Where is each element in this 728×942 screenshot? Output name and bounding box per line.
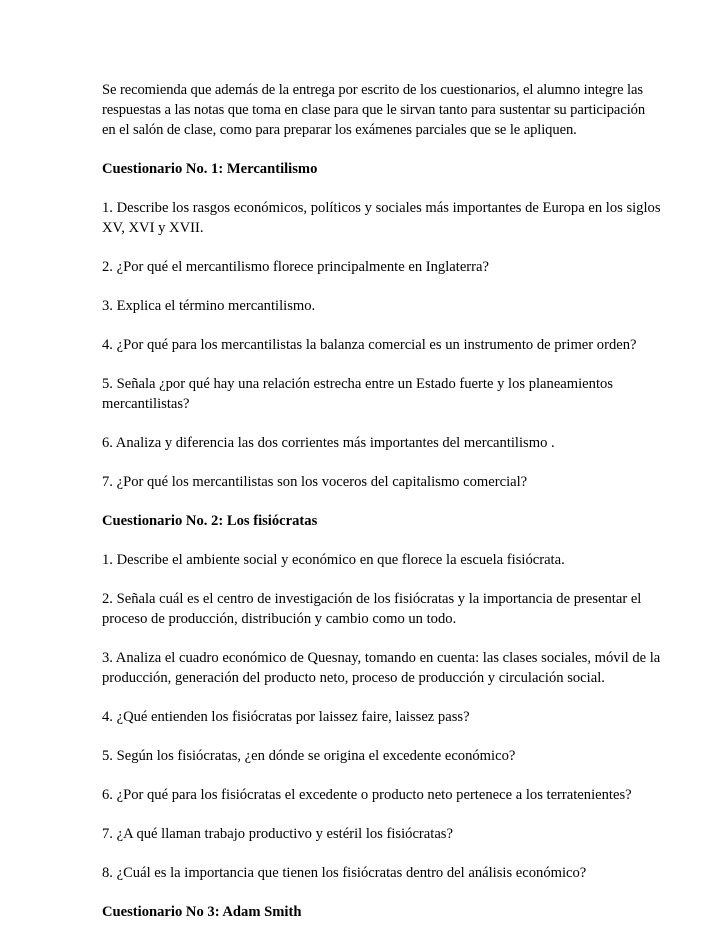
question-item: 7. ¿Por qué los mercantilistas son los voceros del capitalismo comercial? [102, 474, 528, 490]
section-heading-adam-smith: Cuestionario No 3: Adam Smith [102, 904, 302, 920]
question-item: 5. Señala ¿por qué hay una relación estrecha entre un Estado fuerte y los planeamientos mercantilistas? [102, 376, 613, 412]
question-item: 4. ¿Qué entienden los fisiócratas por laissez faire, laissez pass? [102, 709, 470, 725]
question-item: 1. Describe los rasgos económicos, políticos y sociales más importantes de Europa en los siglos XV, XVI y XVII. [102, 200, 661, 236]
question-item: 5. Según los fisiócratas, ¿en dónde se origina el excedente económico? [102, 748, 516, 764]
question-item: 1. Describe el ambiente social y económico en que florece la escuela fisiócrata. [102, 552, 565, 568]
question-item: 2. Señala cuál es el centro de investigación de los fisiócratas y la importancia de presentar el proceso de producción, distribución y cambio como un todo. [102, 591, 642, 627]
question-item: 4. ¿Por qué para los mercantilistas la balanza comercial es un instrumento de primer orden? [102, 337, 637, 353]
document-page [102, 80, 662, 941]
section-heading-mercantilismo: Cuestionario No. 1: Mercantilismo [102, 161, 318, 177]
question-item: 3. Analiza el cuadro económico de Quesnay, tomando en cuenta: las clases sociales, móvil de la producción, generación del producto neto, proceso de producción y circulación social. [102, 650, 661, 686]
section-heading-fisiocratas: Cuestionario No. 2: Los fisiócratas [102, 513, 318, 529]
question-item: 8. ¿Cuál es la importancia que tienen los fisiócratas dentro del análisis económico? [102, 865, 587, 881]
intro-paragraph: Se recomienda que además de la entrega por escrito de los cuestionarios, el alumno integre las respuestas a las notas que toma en clase para que le sirvan tanto para sustentar su participación en el salón de clase, como para preparar los exámenes parciales que se le apliquen. [102, 82, 646, 138]
question-item: 3. Explica el término mercantilismo. [102, 298, 316, 314]
question-item: 6. ¿Por qué para los fisiócratas el excedente o producto neto pertenece a los terratenientes? [102, 787, 632, 803]
question-item: 6. Analiza y diferencia las dos corrientes más importantes del mercantilismo . [102, 435, 555, 451]
question-item: 2. ¿Por qué el mercantilismo florece principalmente en Inglaterra? [102, 259, 489, 275]
question-item: 7. ¿A qué llaman trabajo productivo y estéril los fisiócratas? [102, 826, 453, 842]
